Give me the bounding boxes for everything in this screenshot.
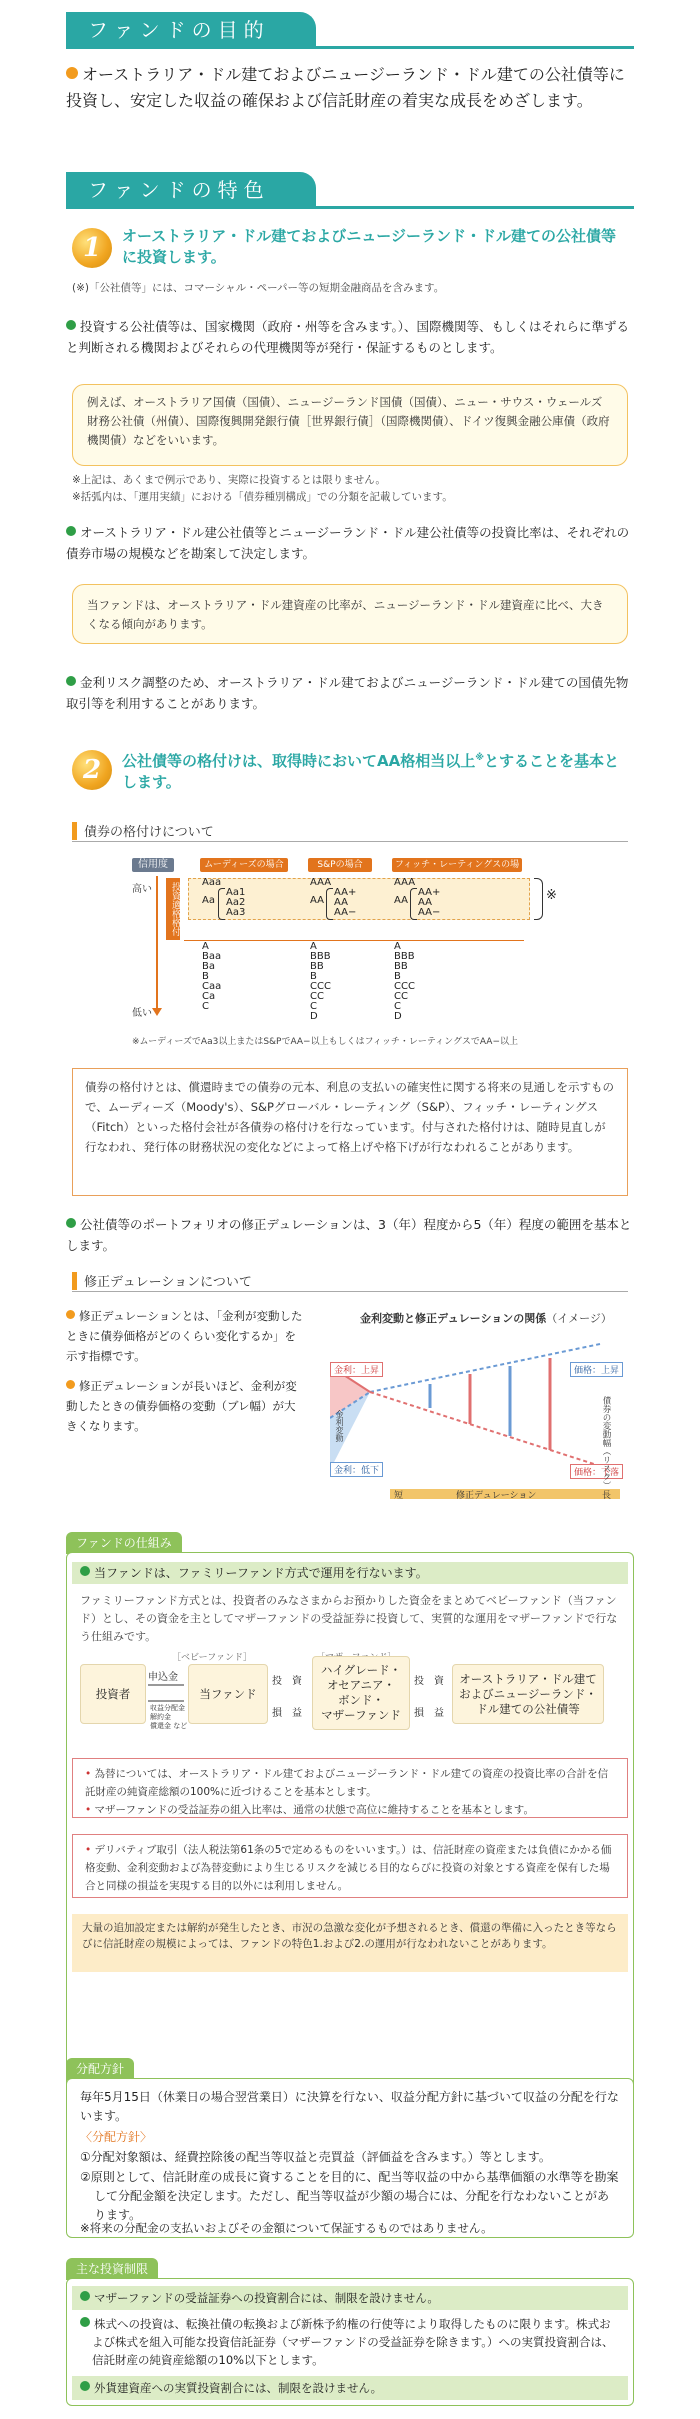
sp-rating: B <box>310 971 317 982</box>
moodys-rating-aa: Aa <box>202 895 215 906</box>
fitch-rating: AAA <box>394 877 416 888</box>
gain-label-1: 損 益 <box>272 1708 302 1719</box>
investment-grade-band: 投資適格格付 <box>166 878 180 940</box>
feature-number-2-icon: 2 <box>72 750 112 790</box>
rating-heading: 債券の格付けについて <box>72 820 628 842</box>
brace <box>410 888 417 920</box>
limits-tab: 主な投資制限 <box>66 2258 158 2280</box>
target-assets-box: オーストラリア・ドル建て およびニュージーランド・ ドル建ての公社債等 <box>452 1664 604 1724</box>
features-title: ファンドの特色 <box>66 172 316 208</box>
rule-1: • 為替については、オーストラリア・ドル建ておよびニュージーランド・ドル建ての資産の投資比率の合計を信託財産の純資産総額の100%に近づけることを基本とします。 <box>85 1768 609 1798</box>
arrow-right-icon <box>148 1684 184 1686</box>
bullet-icon <box>80 2291 90 2301</box>
feature-1-title: オーストラリア・ドル建ておよびニュージーランド・ドル建ての公社債等に投資します。 <box>122 227 616 266</box>
moodys-rating: Aa3 <box>226 907 246 918</box>
structure-bar: 当ファンドは、ファミリーファンド方式で運用を行ないます。 <box>72 1562 628 1584</box>
divider <box>66 206 634 209</box>
bullet-icon <box>80 1566 90 1576</box>
rule-2: • マザーファンドの受益証券の組入比率は、通常の状態で高位に維持することを基本とします。 <box>85 1804 534 1816</box>
moodys-rating: B <box>202 971 209 982</box>
bullet-icon <box>66 1218 76 1228</box>
low-label: 低い <box>132 1008 152 1019</box>
bracket <box>534 878 543 920</box>
baby-label: ［ベビーファンド］ <box>172 1653 253 1663</box>
dividend-note: ※将来の分配金の支払いおよびその金額について保証するものではありません。 <box>80 2221 493 2235</box>
baby-fund-box: 当ファンド <box>188 1664 268 1724</box>
bullet-icon <box>66 676 76 686</box>
duration-lines <box>330 1326 630 1510</box>
bullet-icon <box>80 2381 90 2391</box>
sp-rating: AA+ <box>334 887 357 898</box>
feature-1-note-2: ※上記は、あくまで例示であり、実際に投資するとは限りません。 <box>72 474 386 486</box>
sp-rating: BBB <box>310 951 331 962</box>
structure-desc: ファミリーファンド方式とは、投資者のみなさまからお預かりした資金をまとめてベビーファンド（当ファンド）とし、その資金を主としてマザーファンドの受益証券に投資して、実質的な運用をマザーファンドで行なう仕組みです。 <box>80 1594 618 1643</box>
caution-box: 大量の追加設定または解約が発生したとき、市況の急激な変化が予想されるとき、償還の準備に入ったとき等ならびに信託財産の規模によっては、ファンドの特色1.および2.の運用が行なわれないことがあります。 <box>72 1914 628 1972</box>
bullet-icon <box>66 1310 75 1319</box>
sp-rating: AAA <box>310 877 332 888</box>
col-fitch: フィッチ・レーティングスの場 <box>392 858 522 872</box>
dividend-tab: 分配方針 <box>66 2058 134 2080</box>
moodys-rating: Aa2 <box>226 897 246 908</box>
duration-chart <box>330 1310 630 1510</box>
feature-1-example-box: 例えば、オーストラリア国債（国債）、ニュージーランド国債（国債）、ニュー・サウス・ウェールズ財務公社債（州債）、国際復興開発銀行債［世界銀行債］（国際機関債）、ドイツ復興金融公庫債（政府機関債）などをいいます。 <box>72 384 628 466</box>
rating-explanation: 債券の格付けとは、償還時までの債券の元本、利息の支払いの確実性に関する将来の見通しを示すもので、ムーディーズ（Moody's）、S&Pグローバル・レーティング（S&P）、フィッチ・レーティングス（Fitch）といった格付会社が各債券の格付けを行なっています。付与された格付けは、随時見直しが行なわれ、発行体の財務状況の変化などによって格上げや格下げが行なわれることがあります。 <box>72 1068 628 1196</box>
dividend-subheading: 〈分配方針〉 <box>80 2130 153 2144</box>
fitch-rating: C <box>394 1001 401 1012</box>
brace <box>218 888 225 920</box>
purpose-text: オーストラリア・ドル建ておよびニュージーランド・ドル建ての公社債等に投資し、安定した収益の確保および信託財産の着実な成長をめざします。 <box>66 65 625 110</box>
structure-rules-box <box>72 1758 628 1818</box>
feature-1-note-3: ※括弧内は、「運用実績」における「債券種別構成」での分類を記載しています。 <box>72 491 453 503</box>
fitch-rating: CCC <box>394 981 415 992</box>
feature-2-title: 公社債等の格付けは、取得時においてAA格相当以上※とすることを基本とします。 <box>122 752 619 791</box>
feature-1-bullet-2: オーストラリア・ドル建公社債等とニュージーランド・ドル建公社債等の投資比率は、それぞれの債券市場の規模などを勘案して決定します。 <box>66 525 630 561</box>
sp-rating: CC <box>310 991 324 1002</box>
duration-bullet-1: 修正デュレーションとは、「金利が変動したときに債券価格がどのくらい変化するか」を示す指標です。 <box>66 1309 303 1363</box>
structure-tab: ファンドの仕組み <box>66 1532 182 1554</box>
moodys-rating: Aa1 <box>226 887 246 898</box>
moodys-rating: Caa <box>202 981 222 992</box>
high-label: 高い <box>132 884 152 895</box>
price-up-label: 価格：上昇 <box>570 1362 623 1377</box>
fitch-rating: D <box>394 1011 402 1022</box>
col-grade: 信用度 <box>132 858 174 872</box>
investor-box: 投資者 <box>80 1664 146 1724</box>
col-sp: S&Pの場合 <box>308 858 372 872</box>
mother-fund-box: ハイグレード・ オセアニア・ ボンド・ マザーファンド <box>312 1656 410 1730</box>
fitch-rating-aa: AA <box>394 895 408 906</box>
moodys-rating: A <box>202 941 209 952</box>
dividend-policy-2: ②原則として、信託財産の成長に資することを目的に、配当等収益の中から基準価額の水準等を勘案して分配金額を決定します。ただし、配当等収益が少額の場合には、分配を行なわないことがあります。 <box>80 2170 619 2222</box>
moodys-rating: Ba <box>202 961 215 972</box>
fitch-rating: B <box>394 971 401 982</box>
moodys-rating: C <box>202 1001 209 1012</box>
divider <box>66 46 634 49</box>
sp-rating: AA <box>334 897 348 908</box>
feature-1-note: (※)「公社債等」には、コマーシャル・ペーパー等の短期金融商品を含みます。 <box>72 282 445 294</box>
sp-rating: D <box>310 1011 318 1022</box>
feature-1-bullet-3: 金利リスク調整のため、オーストラリア・ドル建ておよびニュージーランド・ドル建ての国債先物取引等を利用することがあります。 <box>66 675 629 711</box>
subscription-label: 申込金 <box>148 1672 178 1683</box>
bullet-icon <box>66 526 76 536</box>
fitch-rating: BB <box>394 961 408 972</box>
sp-rating: CCC <box>310 981 331 992</box>
fitch-rating: BBB <box>394 951 415 962</box>
invest-label-1: 投 資 <box>272 1676 302 1687</box>
arrow-down-icon <box>152 1008 162 1016</box>
moodys-rating: Aaa <box>202 877 222 888</box>
sp-rating: AA− <box>334 907 357 918</box>
price-down-label: 価格：下落 <box>570 1464 623 1479</box>
rate-down-label: 金利：低下 <box>330 1462 383 1477</box>
duration-bullet-2: 修正デュレーションが長いほど、金利が変動したときの債券価格の変動（ブレ幅）が大きくなります。 <box>66 1379 297 1433</box>
moodys-rating: Ca <box>202 991 216 1002</box>
price-move-label: 債券の変動幅（リスク） <box>601 1396 611 1490</box>
sp-rating: BB <box>310 961 324 972</box>
fitch-rating: CC <box>394 991 408 1002</box>
rate-move-label: 金利変動 <box>335 1410 344 1442</box>
distribution-label: 収益分配金 解約金 償還金 など <box>150 1704 188 1730</box>
gain-label-2: 損 益 <box>414 1708 444 1719</box>
limit-1: マザーファンドの受益証券への投資割合には、制限を設けません。 <box>72 2286 628 2310</box>
dividend-intro: 毎年5月15日（休業日の場合翌営業日）に決算を行ない、収益分配方針に基づいて収益の分配を行ないます。 <box>80 2090 619 2123</box>
scale-arrow <box>156 876 158 1012</box>
bullet-icon <box>80 2317 90 2327</box>
limit-2: 株式への投資は、転換社債の転換および新株予約権の行使等により取得したものに限ります。株式および株式を組入可能な投資信託証券（マザーファンドの受益証券を除きます。）への実質投資割合は、信託財産の純資産総額の10%以下とします。 <box>72 2312 628 2372</box>
feature-1-ratio-box: 当ファンドは、オーストラリア・ドル建資産の比率が、ニュージーランド・ドル建資産に比べ、大きくなる傾向があります。 <box>72 584 628 644</box>
dividend-policy-1: ①分配対象額は、経費控除後の配当等収益と売買益（評価益を含みます。）等とします。 <box>80 2150 551 2164</box>
axis-short: 短 <box>394 1491 404 1501</box>
fitch-rating: AA+ <box>418 887 441 898</box>
grade-divider <box>184 940 524 941</box>
bullet-icon <box>66 320 76 330</box>
moodys-rating: Baa <box>202 951 222 962</box>
brace <box>326 888 333 920</box>
fitch-rating: AA− <box>418 907 441 918</box>
duration-chart-title: 金利変動と修正デュレーションの関係（イメージ） <box>360 1312 612 1325</box>
sp-rating: A <box>310 941 317 952</box>
sp-rating-aa: AA <box>310 895 324 906</box>
rating-footnote: ※ムーディーズでAa3以上またはS&PでAA−以上もしくはフィッチ・レーティングスでAA−以上 <box>132 1037 518 1047</box>
aa-mark: ※ <box>546 888 557 903</box>
limit-3: 外貨建資産への実質投資割合には、制限を設けません。 <box>72 2376 628 2400</box>
col-moodys: ムーディーズの場合 <box>200 858 288 872</box>
rating-table <box>132 858 612 1022</box>
fitch-rating: A <box>394 941 401 952</box>
feature-2-bullet-duration: 公社債等のポートフォリオの修正デュレーションは、3（年）程度から5（年）程度の範囲を基本とします。 <box>66 1217 632 1253</box>
invest-label-2: 投 資 <box>414 1676 444 1687</box>
arrow-left-icon <box>148 1700 184 1702</box>
feature-1-bullet-1: 投資する公社債等は、国家機関（政府・州等を含みます。）、国際機関等、もしくはそれらに準ずると判断される機関およびそれらの代理機関等が発行・保証するものとします。 <box>66 319 630 355</box>
derivatives-box: • デリバティブ取引（法人税法第61条の5で定めるものをいいます。）は、信託財産の資産または負債にかかる価格変動、金利変動および為替変動により生じるリスクを減じる目的ならびに投資の対象とする資産を保有した場合と同様の損益を実現する目的以外には利用しません。 <box>72 1834 628 1898</box>
bullet-icon <box>66 67 78 79</box>
feature-number-1-icon: 1 <box>72 228 112 268</box>
axis-label: 修正デュレーション <box>456 1491 537 1501</box>
axis-long: 長 <box>602 1491 612 1501</box>
purpose-title: ファンドの目的 <box>66 12 316 48</box>
sp-rating: C <box>310 1001 317 1012</box>
fitch-rating: AA <box>418 897 432 908</box>
bullet-icon <box>66 1380 75 1389</box>
rate-up-label: 金利：上昇 <box>330 1362 383 1377</box>
duration-heading: 修正デュレーションについて <box>72 1270 628 1292</box>
